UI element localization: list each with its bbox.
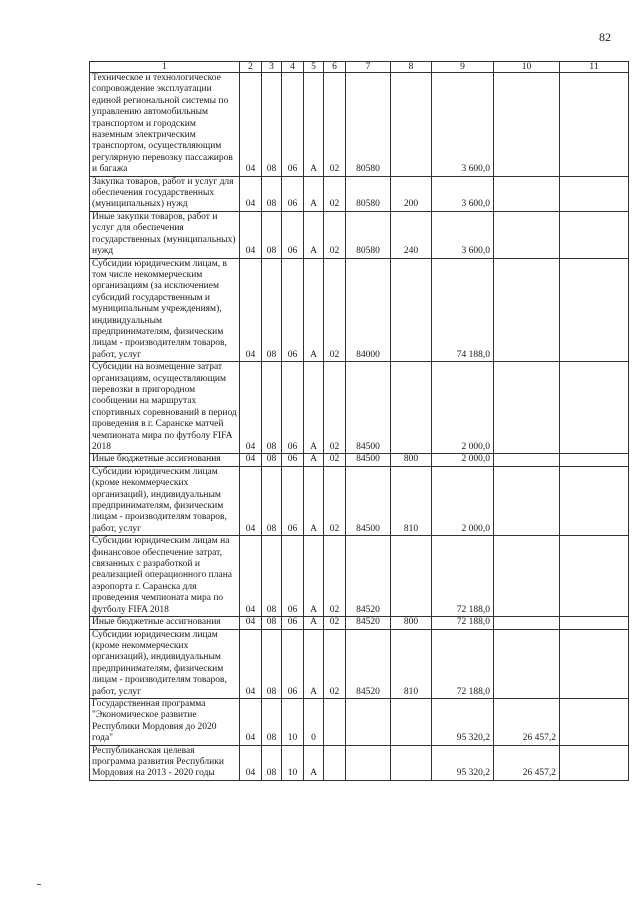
row-cell-col-8: 800 (391, 454, 432, 466)
row-cell-col-2: 04 (240, 176, 262, 211)
budget-table (89, 61, 629, 781)
row-name-cell: Иные бюджетные ассигнования (90, 454, 240, 466)
row-cell-col-9: 3 600,0 (432, 211, 494, 258)
row-name-cell: Субсидии юридическим лицам (кроме некоммерческих организаций), индивидуальным предпринимателям, физическим лицам - производителям товаров, работ, услуг (90, 629, 240, 698)
row-cell-col-11 (560, 698, 629, 745)
row-cell-col-3: 08 (262, 176, 282, 211)
row-cell-col-6: 02 (324, 536, 346, 617)
row-cell-col-8 (391, 258, 432, 362)
row-cell-col-6: 02 (324, 211, 346, 258)
row-name-cell: Субсидии юридическим лицам, в том числе некоммерческим организациям (за исключением субсидий государственным и муниципальным учреждениям), индивидуальным предпринимателям, физическим лицам - производителям товаров, работ, услуг (90, 258, 240, 362)
row-cell-col-5: А (304, 176, 324, 211)
row-cell-col-6: 02 (324, 258, 346, 362)
row-name-cell: Иные бюджетные ассигнования (90, 617, 240, 629)
row-cell-col-9: 95 320,2 (432, 698, 494, 745)
row-cell-col-5: А (304, 466, 324, 535)
row-name-cell: Субсидии на возмещение затрат организациям, осуществляющим перевозки в пригородном сообщении на маршрутах спортивных соревнований в период проведения в г. Саранске матчей чемпионата мира по футболу FIFA 2018 (90, 362, 240, 454)
row-cell-col-7 (346, 745, 391, 780)
row-cell-col-4: 06 (282, 73, 304, 177)
row-cell-col-2: 04 (240, 73, 262, 177)
row-cell-col-3: 08 (262, 745, 282, 780)
row-cell-col-10 (494, 617, 560, 629)
row-cell-col-3: 08 (262, 629, 282, 698)
row-cell-col-4: 06 (282, 362, 304, 454)
row-cell-col-8: 200 (391, 176, 432, 211)
table-row (90, 258, 629, 362)
row-name-cell: Техническое и технологическое сопровождение эксплуатации единой региональной системы по управлению автомобильным транспортом и городским наземным электрическим транспортом, осуществляющим регулярную перевозку пассажиров и багажа (90, 73, 240, 177)
row-cell-col-3: 08 (262, 258, 282, 362)
table-row (90, 73, 629, 177)
row-cell-col-11 (560, 617, 629, 629)
row-cell-col-8: 800 (391, 617, 432, 629)
row-cell-col-9: 3 600,0 (432, 73, 494, 177)
row-cell-col-11 (560, 176, 629, 211)
col-header-5: 5 (304, 62, 324, 73)
row-cell-col-11 (560, 536, 629, 617)
col-header-9: 9 (432, 62, 494, 73)
row-cell-col-10: 26 457,2 (494, 745, 560, 780)
row-cell-col-6: 02 (324, 176, 346, 211)
row-cell-col-3: 08 (262, 362, 282, 454)
row-cell-col-11 (560, 454, 629, 466)
row-cell-col-4: 06 (282, 211, 304, 258)
row-cell-col-2: 04 (240, 629, 262, 698)
row-cell-col-9: 95 320,2 (432, 745, 494, 780)
col-header-2: 2 (240, 62, 262, 73)
col-header-7: 7 (346, 62, 391, 73)
col-header-10: 10 (494, 62, 560, 73)
row-cell-col-10 (494, 211, 560, 258)
row-cell-col-4: 10 (282, 698, 304, 745)
table-row (90, 466, 629, 535)
row-cell-col-7: 84500 (346, 466, 391, 535)
table-row (90, 698, 629, 745)
row-cell-col-5: А (304, 362, 324, 454)
row-cell-col-4: 06 (282, 258, 304, 362)
table-body (90, 73, 629, 781)
row-cell-col-10 (494, 258, 560, 362)
row-cell-col-10 (494, 73, 560, 177)
col-header-1: 1 (90, 62, 240, 73)
row-cell-col-9: 74 188,0 (432, 258, 494, 362)
row-cell-col-2: 04 (240, 258, 262, 362)
row-name-cell: Закупка товаров, работ и услуг для обеспечения государственных (муниципальных) нужд (90, 176, 240, 211)
row-cell-col-10 (494, 629, 560, 698)
row-cell-col-7: 80580 (346, 73, 391, 177)
row-cell-col-10: 26 457,2 (494, 698, 560, 745)
table-row (90, 536, 629, 617)
row-cell-col-3: 08 (262, 466, 282, 535)
row-cell-col-4: 06 (282, 454, 304, 466)
row-cell-col-9: 2 000,0 (432, 454, 494, 466)
row-cell-col-7: 84520 (346, 629, 391, 698)
row-cell-col-8: 810 (391, 466, 432, 535)
row-cell-col-10 (494, 176, 560, 211)
row-cell-col-11 (560, 73, 629, 177)
row-cell-col-5: 0 (304, 698, 324, 745)
row-cell-col-7: 84500 (346, 362, 391, 454)
row-cell-col-7: 84520 (346, 536, 391, 617)
row-cell-col-3: 08 (262, 454, 282, 466)
header-row (90, 62, 629, 73)
table-row (90, 745, 629, 780)
row-cell-col-4: 06 (282, 617, 304, 629)
row-cell-col-8: 810 (391, 629, 432, 698)
row-cell-col-2: 04 (240, 698, 262, 745)
row-cell-col-3: 08 (262, 617, 282, 629)
row-cell-col-5: А (304, 536, 324, 617)
row-cell-col-9: 72 188,0 (432, 617, 494, 629)
row-cell-col-7: 80580 (346, 176, 391, 211)
row-cell-col-11 (560, 258, 629, 362)
row-name-cell: Субсидии юридическим лицам на финансовое обеспечение затрат, связанных с разработкой и реализацией операционного плана аэропорта г. Саранска для проведения чемпионата мира по футболу FIFA 2018 (90, 536, 240, 617)
row-cell-col-6: 02 (324, 362, 346, 454)
row-name-cell: Субсидии юридическим лицам (кроме некоммерческих организаций), индивидуальным предпринимателям, физическим лицам - производителям товаров, работ, услуг (90, 466, 240, 535)
row-cell-col-9: 2 000,0 (432, 362, 494, 454)
scan-mark (37, 884, 41, 885)
row-cell-col-2: 04 (240, 211, 262, 258)
table-row (90, 211, 629, 258)
row-cell-col-11 (560, 629, 629, 698)
row-name-cell: Республиканская целевая программа развития Республики Мордовия на 2013 - 2020 годы (90, 745, 240, 780)
col-header-11: 11 (560, 62, 629, 73)
row-cell-col-7: 84000 (346, 258, 391, 362)
row-cell-col-4: 06 (282, 466, 304, 535)
row-cell-col-6: 02 (324, 466, 346, 535)
row-cell-col-9: 72 188,0 (432, 629, 494, 698)
page-number: 82 (599, 30, 611, 44)
row-cell-col-8 (391, 536, 432, 617)
row-cell-col-10 (494, 536, 560, 617)
row-cell-col-3: 08 (262, 698, 282, 745)
row-cell-col-6: 02 (324, 454, 346, 466)
table-row (90, 362, 629, 454)
row-cell-col-8 (391, 362, 432, 454)
row-cell-col-3: 08 (262, 73, 282, 177)
row-cell-col-9: 2 000,0 (432, 466, 494, 535)
col-header-8: 8 (391, 62, 432, 73)
row-cell-col-2: 04 (240, 454, 262, 466)
col-header-6: 6 (324, 62, 346, 73)
row-cell-col-7 (346, 698, 391, 745)
row-cell-col-4: 10 (282, 745, 304, 780)
row-cell-col-7: 84520 (346, 617, 391, 629)
col-header-4: 4 (282, 62, 304, 73)
row-cell-col-11 (560, 466, 629, 535)
row-cell-col-4: 06 (282, 536, 304, 617)
row-cell-col-8 (391, 698, 432, 745)
table-row (90, 629, 629, 698)
row-cell-col-5: А (304, 617, 324, 629)
table-row (90, 176, 629, 211)
row-cell-col-5: А (304, 73, 324, 177)
row-cell-col-11 (560, 362, 629, 454)
row-cell-col-4: 06 (282, 176, 304, 211)
row-cell-col-3: 08 (262, 536, 282, 617)
row-cell-col-6: 02 (324, 617, 346, 629)
row-cell-col-5: А (304, 258, 324, 362)
row-cell-col-7: 84500 (346, 454, 391, 466)
col-header-3: 3 (262, 62, 282, 73)
row-cell-col-11 (560, 745, 629, 780)
row-cell-col-6: 02 (324, 629, 346, 698)
table-row (90, 617, 629, 629)
row-cell-col-6: 02 (324, 73, 346, 177)
row-cell-col-3: 08 (262, 211, 282, 258)
row-cell-col-10 (494, 454, 560, 466)
row-cell-col-8 (391, 73, 432, 177)
row-cell-col-2: 04 (240, 745, 262, 780)
row-cell-col-8: 240 (391, 211, 432, 258)
row-cell-col-2: 04 (240, 466, 262, 535)
row-cell-col-6 (324, 745, 346, 780)
row-cell-col-6 (324, 698, 346, 745)
row-cell-col-7: 80580 (346, 211, 391, 258)
row-cell-col-9: 72 188,0 (432, 536, 494, 617)
row-cell-col-11 (560, 211, 629, 258)
row-cell-col-2: 04 (240, 362, 262, 454)
row-cell-col-8 (391, 745, 432, 780)
row-cell-col-2: 04 (240, 536, 262, 617)
row-cell-col-10 (494, 466, 560, 535)
row-cell-col-10 (494, 362, 560, 454)
row-cell-col-2: 04 (240, 617, 262, 629)
row-cell-col-4: 06 (282, 629, 304, 698)
row-cell-col-5: А (304, 454, 324, 466)
row-cell-col-9: 3 600,0 (432, 176, 494, 211)
table-row (90, 454, 629, 466)
row-cell-col-5: А (304, 745, 324, 780)
row-name-cell: Иные закупки товаров, работ и услуг для обеспечения государственных (муниципальных) нужд (90, 211, 240, 258)
row-name-cell: Государственная программа "Экономическое развитие Республики Мордовия до 2020 года" (90, 698, 240, 745)
row-cell-col-5: А (304, 629, 324, 698)
row-cell-col-5: А (304, 211, 324, 258)
